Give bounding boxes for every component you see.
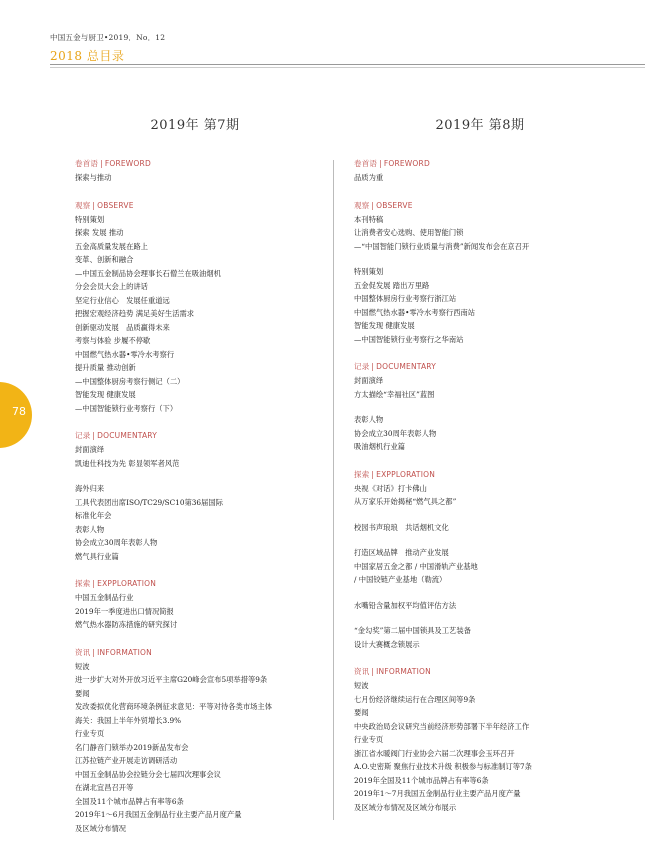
- toc-entry: 表彰人物: [75, 524, 105, 534]
- toc-entry: 行业专页: [354, 735, 384, 744]
- toc-entry: 工具代表团出席ISO/TC29/SC10第36届国际: [75, 497, 223, 507]
- section-heading: [354, 666, 604, 677]
- toc-entry: 探索与推动: [75, 173, 112, 182]
- toc-entry: 考察与体验 步履不停歇: [75, 336, 151, 345]
- section-heading-cn: 探索: [75, 579, 91, 588]
- section-heading: [354, 469, 604, 480]
- column-divider: [333, 160, 334, 820]
- toc-section: [354, 158, 604, 185]
- toc-entry: A.O.史密斯 聚焦行业技术升级 积极参与标准制订等7条: [354, 762, 532, 771]
- section-spacer: [354, 651, 604, 666]
- toc-entry: 七月份经济继续运行在合理区间等9条: [354, 694, 476, 704]
- toc-entry: 浙江省水暖阀门行业协会六届二次理事会玉环召开: [354, 748, 515, 758]
- toc-entry: “金勾奖”第二届中国锁具及工艺装备: [354, 626, 471, 635]
- toc-entry: —中国智能锁行业考察行之华南站: [354, 334, 464, 344]
- section-heading-en: FOREWORD: [383, 159, 430, 168]
- journal-header: 中国五金与厨卫•2019．No．12: [50, 33, 166, 42]
- toc-entry: 中国燃气热水器•零冷水考察行西南站: [354, 307, 476, 317]
- section-heading-en: FOREWORD: [104, 159, 151, 168]
- toc-entry: 创新驱动发展 品质赢得未来: [75, 322, 170, 332]
- toc-entry: 及区域分布情况及区域分布展示: [354, 802, 457, 812]
- toc-entry: 特别策划: [75, 214, 105, 224]
- toc-entry: 短波: [75, 661, 90, 671]
- toc-entry: 让消费者安心选购、使用智能门锁: [354, 228, 464, 237]
- section-heading-cn: 探索: [354, 469, 370, 479]
- toc-entry: 协会成立30周年表彰人物: [75, 538, 158, 547]
- toc-entry: 中央政治局会议研究当前经济形势部署下半年经济工作: [354, 721, 530, 731]
- toc-entry: 变革、创新和融合: [75, 255, 134, 264]
- toc-section: [75, 578, 325, 632]
- toc-entry: 探索 发展 推动: [75, 228, 124, 237]
- issue-8-title: 2019年 第8期: [435, 118, 525, 133]
- toc-entry: 中国五金制品行业: [75, 593, 134, 602]
- toc-section: [75, 158, 325, 185]
- issue-8-column: [354, 158, 604, 829]
- section-heading: [354, 361, 604, 372]
- section-heading-separator: |: [92, 431, 96, 440]
- toc-entry: 特别策划: [354, 267, 384, 276]
- toc-entry: 发改委拟优化营商环境条例征求意见：平等对待各类市场主体: [75, 702, 273, 711]
- entry-spacer: [354, 534, 604, 546]
- section-spacer: [75, 563, 325, 578]
- section-heading-separator: |: [371, 469, 375, 479]
- toc-entry: 全国及11个城市品牌占有率等6条: [75, 796, 184, 806]
- section-spacer: [75, 415, 325, 430]
- toc-entry: 凯迪仕科技为先 彰显领军者风范: [75, 458, 180, 468]
- toc-section: [75, 647, 325, 836]
- toc-entry: 表彰人物: [354, 415, 384, 424]
- section-heading: [75, 200, 325, 211]
- toc-entry: 五金促发展 踏出万里路: [354, 280, 430, 290]
- toc-entry: 吸油烟机行业篇: [354, 442, 406, 451]
- toc-entry: 中国整体厨房行业考察行浙江站: [354, 294, 457, 303]
- toc-section: [354, 666, 604, 814]
- section-heading-separator: |: [100, 159, 103, 168]
- toc-entry: 把握宏观经济趋势 满足美好生活需求: [75, 309, 195, 318]
- toc-entry: 进一步扩大对外开放习近平主席G20峰会宣布5项举措等9条: [75, 675, 268, 684]
- toc-entry: / 中国铰链产业基地（勒流）: [354, 575, 447, 584]
- section-heading-en: OBSERVE: [97, 200, 134, 210]
- toc-entry: 分会会员大会上的讲话: [75, 282, 148, 291]
- toc-entry: 名门静音门锁举办2019新品发布会: [75, 742, 189, 752]
- toc-entry: 封面演绎: [75, 445, 105, 454]
- section-heading-cn: 观察: [354, 200, 370, 210]
- header-divider-thin: [50, 67, 645, 68]
- toc-entry: 品质为重: [354, 173, 384, 182]
- toc-section: [354, 200, 604, 347]
- section-heading-separator: |: [92, 647, 96, 657]
- toc-entry: 方太描绘“幸福社区”蓝图: [354, 389, 435, 399]
- toc-entry: 海外归来: [75, 484, 105, 493]
- section-heading-en: OBSERVE: [376, 200, 413, 210]
- section-heading: [75, 158, 325, 169]
- toc-entry: 设计大赛概念锁展示: [354, 639, 420, 649]
- toc-entry: 及区域分布情况: [75, 823, 127, 833]
- toc-entry: 2019年一季度进出口情况简报: [75, 606, 174, 616]
- issue-7-column: [75, 158, 325, 850]
- toc-entry: 智能发现 健康发展: [354, 321, 415, 330]
- toc-entry: 燃气热水器防冻措施的研究探讨: [75, 620, 178, 629]
- section-heading-cn: 观察: [75, 200, 91, 210]
- page-title: 2018 总目录: [50, 49, 125, 63]
- toc-entry: 坚定行业信心 发展任重道远: [75, 295, 170, 305]
- toc-entry: —中国五金制品协会理事长石僧兰在吸油烟机: [75, 268, 221, 278]
- toc-entry: 中国燃气热水器•零冷水考察行: [75, 349, 175, 359]
- toc-entry: 在湖北宜昌召开等: [75, 783, 134, 792]
- entry-spacer: [75, 470, 325, 482]
- toc-entry: 江苏拉链产业开展走访调研活动: [75, 756, 178, 765]
- section-heading-en: INFORMATION: [97, 647, 152, 657]
- section-heading: [354, 158, 604, 169]
- entry-spacer: [354, 612, 604, 624]
- section-heading-separator: |: [92, 200, 96, 210]
- toc-section: [354, 361, 604, 454]
- section-heading-cn: 记录: [354, 362, 370, 371]
- toc-entry: 要闻: [75, 688, 90, 698]
- section-spacer: [75, 632, 325, 647]
- toc-entry: —“中国智能门锁行业质量与消费”新闻发布会在京召开: [354, 241, 530, 251]
- toc-entry: 2019年1～6月我国五金制品行业主要产品月度产量: [75, 810, 242, 819]
- toc-entry: 协会成立30周年表彰人物: [354, 428, 437, 438]
- toc-entry: 标准化年会: [75, 511, 112, 520]
- toc-entry: 打造区域品牌 推动产业发展: [354, 548, 449, 557]
- entry-spacer: [354, 253, 604, 265]
- entry-spacer: [354, 401, 604, 413]
- section-spacer: [354, 814, 604, 829]
- toc-entry: 2019年全国及11个城市品牌占有率等6条: [354, 775, 489, 785]
- section-heading-en: INFORMATION: [376, 667, 431, 676]
- header-divider: [50, 64, 645, 65]
- section-heading-separator: |: [92, 579, 96, 588]
- toc-entry: 短波: [354, 681, 369, 690]
- toc-entry: 要闻: [354, 708, 369, 717]
- toc-entry: —中国智能锁行业考察行（下）: [75, 403, 178, 413]
- section-spacer: [354, 185, 604, 200]
- toc-section: [75, 200, 325, 416]
- toc-entry: —中国整体厨房考察行侧记（二）: [75, 376, 185, 386]
- toc-entry: 智能发现 健康发展: [75, 390, 136, 399]
- section-heading: [75, 647, 325, 658]
- section-heading: [354, 200, 604, 211]
- toc-entry: 燃气具行业篇: [75, 551, 119, 561]
- section-heading-en: DOCUMENTARY: [376, 362, 437, 371]
- toc-section: [354, 469, 604, 652]
- toc-entry: 中国五金制品协会拉链分会七届四次理事会议: [75, 769, 221, 779]
- section-heading-separator: |: [379, 159, 382, 168]
- section-heading-separator: |: [371, 200, 375, 210]
- section-heading-separator: |: [371, 362, 375, 371]
- section-heading-cn: 卷首语: [75, 159, 99, 168]
- toc-entry: 2019年1～7月我国五金制品行业主要产品月度产量: [354, 789, 521, 798]
- toc-section: [75, 430, 325, 563]
- section-heading-cn: 资讯: [354, 667, 370, 676]
- toc-entry: 从万家乐开始揭秘“燃气具之都”: [354, 497, 457, 506]
- toc-entry: 封面演绎: [354, 376, 384, 385]
- toc-entry: 海关：我国上半年外贸增长3.9%: [75, 715, 182, 725]
- toc-entry: 校园书声琅琅 共话烟机文化: [354, 522, 449, 532]
- toc-entry: 水嘴铅含量加权平均值评估方法: [354, 600, 457, 610]
- section-heading-en: DOCUMENTARY: [97, 431, 158, 440]
- page-number: 78: [12, 405, 26, 418]
- section-heading-cn: 记录: [75, 431, 91, 440]
- section-heading-cn: 资讯: [75, 647, 91, 657]
- section-heading-separator: |: [371, 667, 375, 676]
- section-heading-cn: 卷首语: [354, 159, 378, 168]
- section-heading: [75, 578, 325, 589]
- entry-spacer: [354, 509, 604, 521]
- section-spacer: [354, 454, 604, 469]
- toc-entry: 中国家居五金之都 / 中国滑轨产业基地: [354, 561, 478, 571]
- toc-entry: 提升质量 推动创新: [75, 363, 136, 372]
- section-spacer: [75, 835, 325, 850]
- toc-entry: 行业专页: [75, 729, 105, 738]
- section-heading: [75, 430, 325, 441]
- section-spacer: [75, 185, 325, 200]
- section-spacer: [354, 346, 604, 361]
- issue-7-title: 2019年 第7期: [150, 118, 240, 133]
- toc-entry: 本刊特稿: [354, 214, 384, 224]
- toc-entry: 央视《对话》打卡佛山: [354, 483, 427, 493]
- section-heading-en: EXPPLORATION: [376, 469, 436, 479]
- entry-spacer: [354, 587, 604, 599]
- section-heading-en: EXPPLORATION: [97, 579, 157, 588]
- toc-entry: 五金高质量发展在路上: [75, 241, 148, 251]
